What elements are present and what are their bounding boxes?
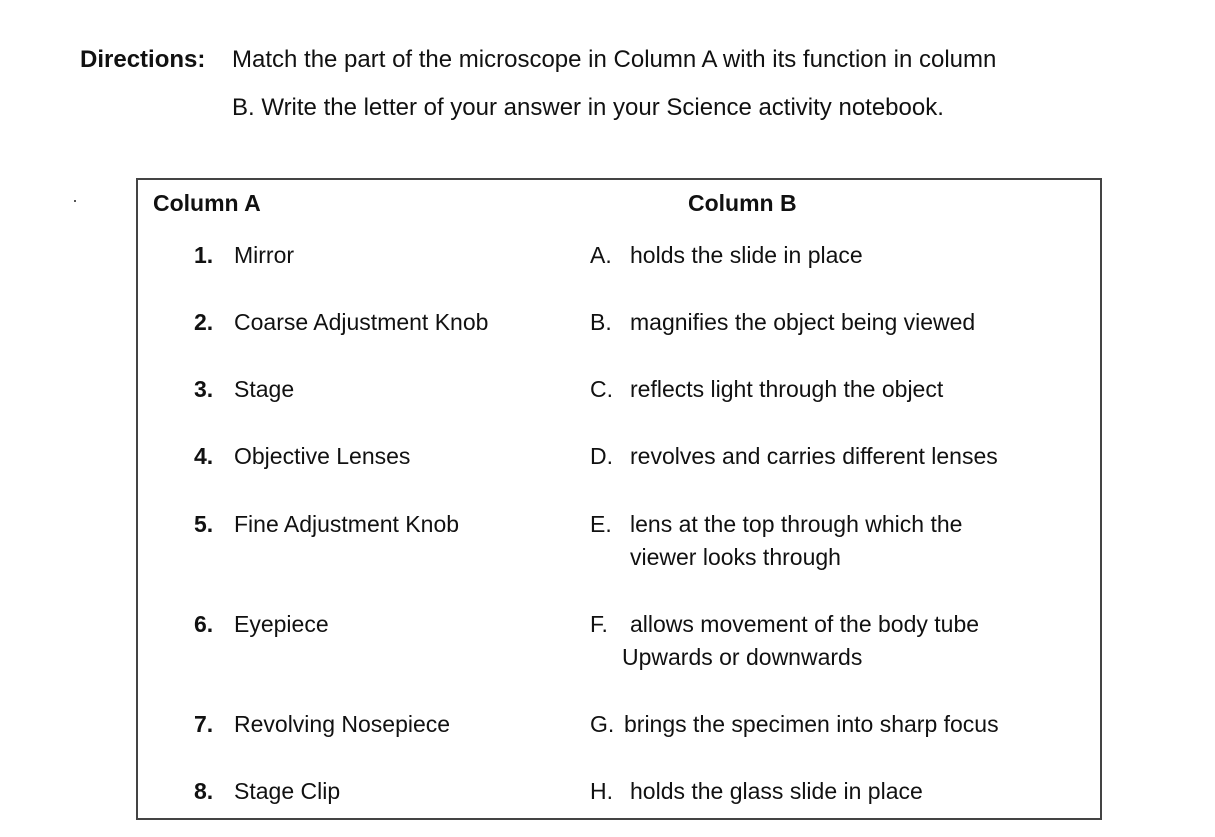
item-number: 4.: [194, 443, 214, 469]
item-text: lens at the top through which the: [630, 511, 963, 537]
item-letter: A.: [590, 242, 612, 268]
item-text-continued: viewer looks through: [630, 544, 841, 570]
item-text: holds the glass slide in place: [630, 778, 923, 804]
item-letter: E.: [590, 511, 612, 537]
column-b-item: [590, 373, 1090, 406]
item-number: 5.: [194, 511, 214, 537]
column-b-item: [590, 440, 1090, 473]
item-letter: H.: [590, 778, 613, 804]
item-number: 3.: [194, 376, 214, 402]
column-a-item: [194, 306, 488, 339]
item-text: reflects light through the object: [630, 376, 944, 402]
item-text: holds the slide in place: [630, 242, 863, 268]
item-text: Mirror: [234, 242, 295, 268]
stray-dot: [74, 200, 76, 202]
item-text: brings the specimen into sharp focus: [624, 711, 999, 737]
item-letter: G.: [590, 711, 615, 737]
column-b-item: [590, 239, 1090, 272]
item-text: magnifies the object being viewed: [630, 309, 976, 335]
item-letter: D.: [590, 443, 613, 469]
column-b-item: [590, 708, 1090, 741]
column-a-item: [194, 440, 410, 473]
item-text: revolves and carries different lenses: [630, 443, 998, 469]
item-text: Eyepiece: [234, 611, 329, 637]
item-text: Revolving Nosepiece: [234, 711, 451, 737]
column-a-item: [194, 239, 294, 272]
item-number: 6.: [194, 611, 214, 637]
item-text: Fine Adjustment Knob: [234, 511, 460, 537]
directions-line-1: [80, 36, 996, 84]
item-text: Stage Clip: [234, 778, 341, 804]
column-b-item: [590, 775, 1090, 808]
column-b-item: [590, 608, 1090, 674]
item-letter: C.: [590, 376, 613, 402]
item-number: 8.: [194, 778, 214, 804]
column-a-item: [194, 708, 450, 741]
column-a-item: [194, 508, 459, 541]
item-number: 2.: [194, 309, 214, 335]
directions-text-1: Match the part of the microscope in Column A with its function in column: [232, 46, 997, 73]
item-text-continued: Upwards or downwards: [622, 644, 863, 670]
column-b-header: Column B: [688, 190, 797, 216]
item-number: 1.: [194, 242, 214, 268]
directions-text-2: B. Write the letter of your answer in your Science activity notebook.: [232, 94, 944, 121]
column-a-item: [194, 373, 294, 406]
directions-label: Directions:: [80, 46, 206, 73]
item-text: allows movement of the body tube: [630, 611, 980, 637]
column-a-header: Column A: [153, 190, 261, 216]
directions: [80, 36, 996, 132]
item-text: Stage: [234, 376, 295, 402]
item-number: 7.: [194, 711, 214, 737]
item-text: Objective Lenses: [234, 443, 411, 469]
item-letter: F.: [590, 611, 608, 637]
item-text: Coarse Adjustment Knob: [234, 309, 489, 335]
column-b-item: [590, 508, 1090, 574]
column-a-item: [194, 608, 329, 641]
item-letter: B.: [590, 309, 612, 335]
matching-table: [136, 178, 1102, 820]
column-a-item: [194, 775, 340, 808]
column-b-item: [590, 306, 1090, 339]
